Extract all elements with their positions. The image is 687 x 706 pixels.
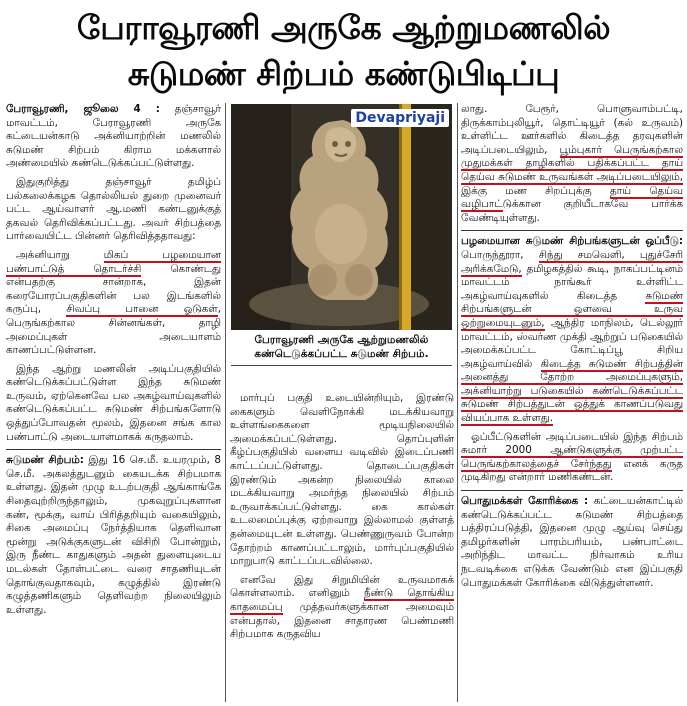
paragraph-11-text: கட்டையன்காட்டில் கண்டெடுக்கப்பட்ட சுடுமண் சிற்பத்தை பத்திரப்படுத்தி, இதனை முழு ஆய்வு செய்து தமிழர்களின் பாரம்பரியம், பண்பாட்டை அறிந்திட மாவட்ட நிர்வாகம் உரிய நடவடிக்கை எடுக்க வேண்டும் என இப்பகுதி பொதுமக்கள் கோரிக்கை விடுத்துள்ளனர். (461, 495, 683, 589)
article-column-2 (230, 392, 454, 706)
paragraph-2: இதுகுறித்து தஞ்சாவூர் தமிழ்ப் பல்கலைக்கழக தொல்லியல் துறை முனைவர் பட்ட ஆய்வாளர் ஆ.மணி கண்டனுக்குத் தகவல் தெரிவிக்கப்பட்டது. அவர் சிற்பத்தை பார்வையிட்ட பின்னர் தெரிவித்ததாவது: (6, 175, 221, 243)
paragraph-3-text-a: அக்னியாறு (16, 248, 70, 261)
column-rule-right (457, 103, 458, 702)
paragraph-3-text-b: கொண்டது என்பதற்கு சான்றாக, இதன் கரையோரப்பகுதிகளின் பல இடங்களில் கருப்பு, (6, 262, 221, 316)
paragraph-8-text-b: இக்கு மண சிறப்புக்கு (461, 184, 592, 197)
terracotta-figure-image (231, 104, 452, 330)
paragraph-7-text-a: எனவே இது சிறுமியின் உருவமாகக் கொள்ளலாம். எனினும் (230, 573, 454, 600)
section-divider (461, 490, 683, 491)
paragraph-8-text-c: டுக்கான குறியீடாகவே பார்க்க வேண்டியுள்ளது. (461, 198, 683, 224)
article-column-1 (6, 103, 221, 706)
paragraph-5-text: இது 16 செ.மீ. உயரமும், 8 செ.மீ. அகலத்துடனும் கையடக்க சிற்பமாக உள்ளது. இதன் முழு உடற்பகுதி ஆங்காங்கே சிதைவுற்றிருந்தாலும், முகவுறுப்புகளான கண், மூக்கு, வாய் பிரித்தறியும் வகையிலும், சிகை அமைப்பு நேர்த்தியாக தெளிவான மூன்று அடுக்குகளுடன் விசிறி போன்றும், இரு நீண்ட காதுகளும் அதன் துளையுடைய மடல்கள் தோள்பட்டை வரை சாதணியுடன் தொங்குவதாகவும், கழுத்தில் இரண்டு கழுத்தணிகளும் தெளிவற்ற நிலையிலும் உள்ளது. (6, 454, 221, 616)
underlined-phrase: தாய் தெய்வ வழிபாட் (461, 184, 683, 211)
column-rule-left (225, 103, 226, 702)
paragraph-9-text-b: தமிழகத்தில் கூடி, நாகப்பட்டினம் மாவட்டம் நாங்கூர் உள்ளிட்ட அகழ்வாய்வுகளில் கிடைத்த (461, 262, 683, 302)
paragraph-1 (6, 103, 221, 171)
photo-caption: பேராவூரணி அருகே ஆற்றுமணலில் கண்டெடுக்கப்பட்ட சுடுமண் சிற்பம். (254, 334, 429, 360)
underlined-phrase: சுமார் 2000 ஆண்டுகளுக்கு முற்பட்ட பெருங்கற்காலத்தைச் சேர்ந்தது (461, 444, 683, 470)
paragraph-4: இந்த ஆற்று மணலின் அடிப்பகுதியில் கண்டெடுக்கப்பட்டுள்ள இந்த சுடுமண் உருவம், ஏற்கெனவே பல அகழ்வாய்வுகளில் கண்டெடுக்கப்பட்ட சுடுமண் சிற்பங்களோடு ஒத்துப்போவதன் மூலம், இதனை சங்க கால பண்பாட்டு அடையாளமாகக் கருதலாம். (6, 362, 221, 443)
paragraph-7-text-b: முத்தவர்களுக்கான அமைவும் என்பதால், இதனை சாதாரண பெண்மணி சிற்பமாக கருதவிய (230, 600, 454, 641)
sculpture-photo (231, 104, 452, 330)
subheading-sculpture: சுடுமண் சிற்பம்: (6, 454, 84, 467)
paragraph-10 (461, 431, 683, 485)
subheading-comparison: பழமையான சுடுமண் சிற்பங்களுடன் ஒப்பீடு: (461, 235, 683, 248)
underlined-phrase: சுடுமண் சிற்பங்களுடன் ஒளவை உருவ ஒற்றுமையுடனும், (461, 289, 683, 329)
section-divider (6, 449, 221, 450)
underlined-phrase: நீண்டு தொங்கிய காதமைப்பு (230, 587, 454, 613)
paragraph-3 (6, 249, 221, 358)
paragraph-8-text-a: லாது. பேரூர், பொளுவாம்பட்டி, திருக்காம்புலியூர், தொட்டியூர் (கல் உருவம்) உள்ளிட்ட ஊர்களில் கிடைத்த தரவுகளின் அடிப்படையிலும், (461, 103, 683, 156)
paragraph-10-text-a: ஓப்பீட்டுகளின் அடிப்படையில் இந்த சிற்பம் (471, 430, 683, 443)
headline-line-2: சுடுமண் சிற்பம் கண்டுபிடிப்பு (127, 54, 560, 93)
underlined-phrase: சிவப்பு பானை ஓடுகள் (66, 303, 218, 316)
underlined-phrase: கிடைத்த சுடுமண் சிற்பத்தின் அனைத்து தோற்ற அமைப்புகளும், அக்னியாற்று படுகையில் கண்டெடுக்கப்பட்ட சுடுமண் சிற்பத்துடன் ஒத்துக் காணப்படுவது வியப்பாக உள்ளது. (461, 357, 683, 425)
dateline: பேராவூரணி, ஜூலை 4 : (6, 103, 160, 115)
paragraph-5 (6, 454, 221, 617)
paragraph-6: மார்புப் பகுதி உடையின்றியும், இரண்டு கைகளும் வெளிநோக்கி மடக்கியவாறு உள்ளங்கைகளை மூடியநிலையில் அமைக்கப்பட்டுள்ளது. தொப்புளின் கீழ்ப்பகுதியில் வளைய வடிவில் இடைப்பணி காட்டப்பட்டுள்ளது. தொடைப்பகுதிகள் இரண்டும் அகன்ற நிலையில் காலை மடக்கியவாறு அமர்ந்த நிலையில் சிற்பம் உருவாக்கப்பட்டுள்ளது. கை கால்கள் உடலமைப்புக்கு ஏற்றவாறு இல்லாமல் குள்ளத் தன்மையுடன் உள்ளது. பெண்ணுருவம் போன்ற தோற்றம் காணப்பட்டாலும், மார்புப்பகுதியில் மாறுபாடு காட்டப்படவில்லை. (230, 392, 454, 568)
paragraph-9-text-c: ஆந்திர மாநிலம், டெல்லூர் மாவட்டம், ஸ்வர்ண முக்தி ஆற்றுப் படுகையில் அமைக்கப்பட்ட கோட்டிப்பூ சிறிய அகழ்வாய்வில் (461, 316, 683, 370)
underlined-phrase: சிந்து சமவெளி, புதுச்சேரி அரிக்கமேடு, (461, 248, 683, 275)
subheading-public-demand: பொதுமக்கள் கோரிக்கை : (461, 495, 589, 508)
paragraph-11 (461, 495, 683, 590)
paragraph-9-text-a: பொருந்தூரா, (461, 248, 524, 261)
paragraph-9 (461, 235, 683, 425)
section-divider (461, 230, 683, 231)
paragraph-7 (230, 574, 454, 642)
paragraph-1-text: தஞ்சாவூர் மாவட்டம், பேராவூரணி அருகே கட்டையன்காடு அக்னியாற்றின் மணலில் சுடுமண் சிற்பம் கிராம மக்களால் அண்மையில் கண்டெடுக்கப்பட்டுள்ளது. (6, 103, 221, 170)
paragraph-8 (461, 103, 683, 225)
article-column-3 (461, 103, 683, 706)
paragraph-10-text-b: எனக் கருத முடிகிறது என்றார் மணிகண்டன். (461, 457, 683, 484)
caption-rule (231, 365, 452, 366)
underlined-phrase: பூம்புகார் பெருங்கற்கால முதுமக்கள் தாழிகளில் பதிக்கப்பட்ட தாய் தெய்வ சுடுமண் உருவங்கள் அடிப்படையிலும், (461, 143, 683, 183)
watermark-label: Devapriyaji (351, 109, 449, 127)
headline-line-1: பேராவூரணி அருகே ஆற்றுமணலில் (76, 8, 611, 47)
paragraph-3-text-c: , பெருங்கற்கால சின்னங்கள், தாழி அமைப்புகள் அடையாளம் காணப்பட்டுள்ளன. (6, 303, 221, 357)
underlined-phrase: மிகப் பழமையான பண்பாட்டுத் தொடர்ச்சி (6, 248, 221, 275)
